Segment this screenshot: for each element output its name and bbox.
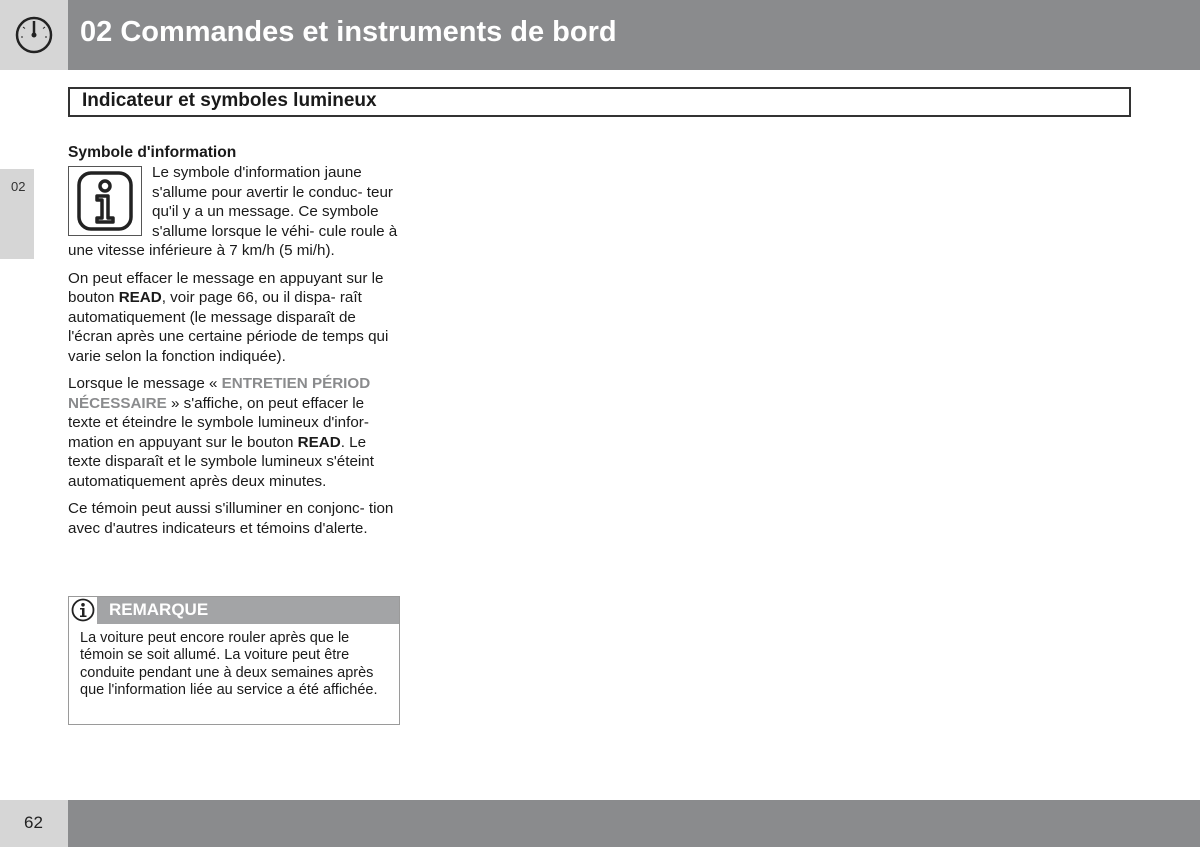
footer-bar bbox=[68, 800, 1200, 847]
speedometer-gauge-icon bbox=[14, 15, 54, 55]
read-button-ref: READ bbox=[297, 433, 341, 451]
content-heading: Symbole d'information bbox=[68, 144, 237, 161]
chapter-tab bbox=[0, 169, 34, 259]
paragraph-2: On peut effacer le message en appuyant sur le bouton READ, voir page 66, ou il dispa- raît automatiquement (le message disparaît de l'écran après une certaine période de temps qui varie selon la fonction indiquée). bbox=[68, 269, 389, 365]
note-text: La voiture peut encore rouler après que le témoin se soit allumé. La voiture peut être conduite pendant une à deux semaines après que l'information liée au service a été affichée. bbox=[80, 630, 378, 698]
page-number: 62 bbox=[24, 813, 43, 832]
note-header bbox=[97, 597, 399, 624]
paragraph-4: Ce témoin peut aussi s'illuminer en conjonc- tion avec d'autres indicateurs et témoins d'alerte. bbox=[68, 500, 394, 537]
paragraph-1: Le symbole d'information jaune s'allume pour avertir le conduc- teur qu'il y a un message. Ce symbole s'allume lorsque le véhi- cule roule à une vitesse inférieure à 7 km/h (5 mi/h). bbox=[68, 164, 398, 259]
display-message: ENTRETIEN PÉRIOD NÉCESSAIRE bbox=[68, 375, 371, 412]
info-symbol-box bbox=[68, 166, 142, 236]
note-box bbox=[68, 596, 400, 725]
page-title: 02 Commandes et instruments de bord bbox=[80, 16, 617, 48]
paragraph-3: Lorsque le message « ENTRETIEN PÉRIOD NÉCESSAIRE » s'affiche, on peut effacer le texte et éteindre le symbole lumineux d'infor- mation en appuyant sur le bouton READ. Le texte disparaît et le symbole lumineux s'éteint automatiquement après deux minutes. bbox=[68, 375, 374, 490]
note-title: REMARQUE bbox=[109, 600, 209, 619]
section-title: Indicateur et symboles lumineux bbox=[82, 90, 377, 111]
header-icon-box bbox=[0, 0, 68, 70]
chapter-tab-label: 02 bbox=[11, 179, 26, 194]
header-bar bbox=[68, 0, 1200, 70]
info-circle-icon bbox=[71, 598, 95, 622]
read-button-ref: READ bbox=[118, 289, 162, 306]
section-title-box bbox=[68, 87, 1131, 117]
info-i-icon bbox=[73, 169, 137, 233]
content-column bbox=[68, 143, 400, 546]
page-number-box bbox=[0, 800, 68, 847]
